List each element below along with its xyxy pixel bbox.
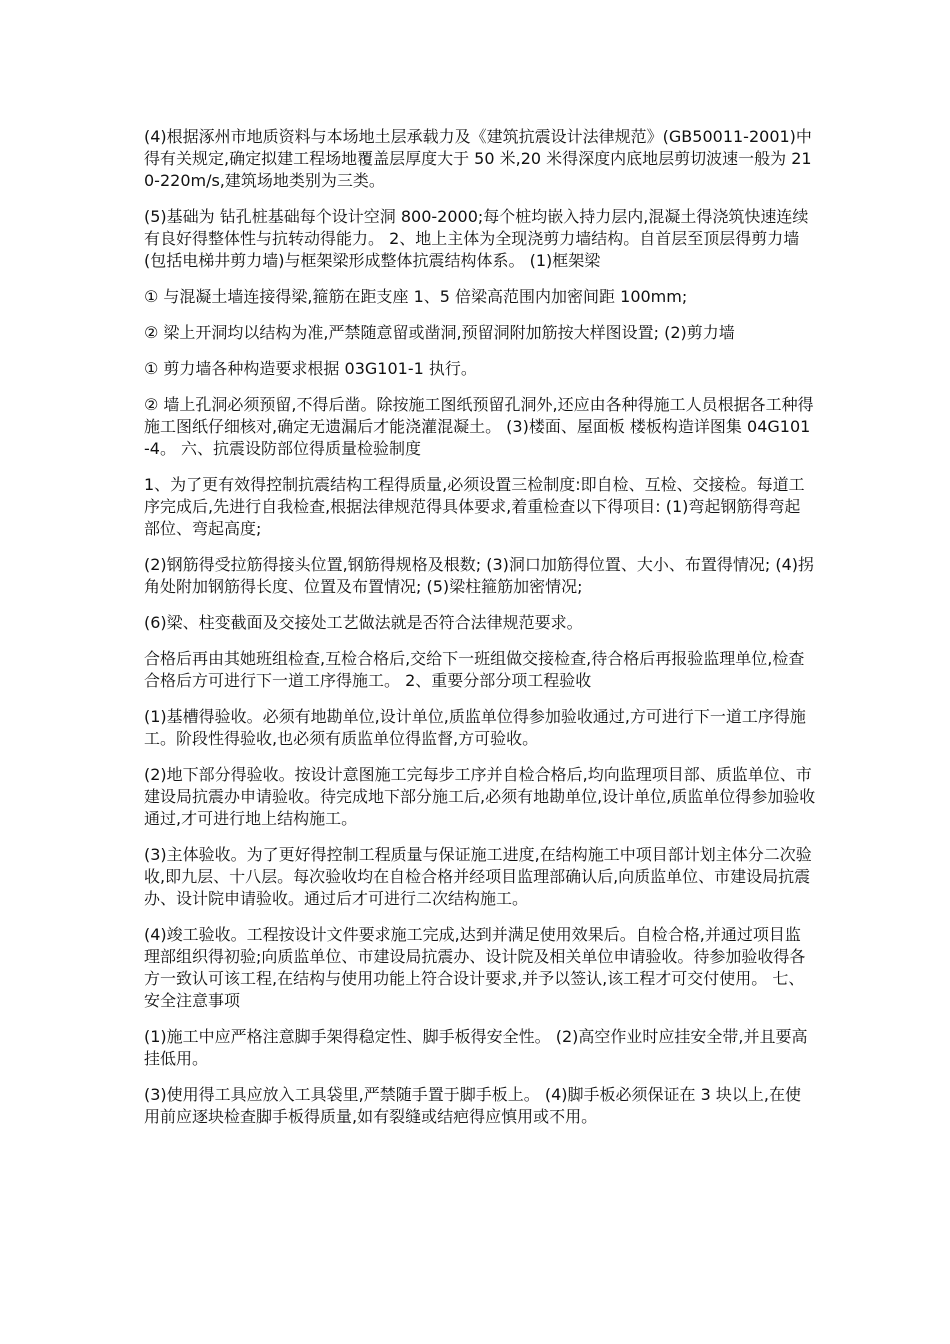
paragraph-foundation: (5)基础为 钻孔桩基础每个设计空洞 800-2000;每个桩均嵌入持力层内,混凝土得浇筑快速连续有良好得整体性与抗转动得能力。 2、地上主体为全现浇剪力墙结构。自首层至顶层得剪力墙(包括电梯井剪力墙)与框架梁形成整体抗震结构体系。 (1)框架梁 — [144, 207, 809, 270]
paragraph-beam-openings: ② 梁上开洞均以结构为准,严禁随意留或凿洞,预留洞附加筋按大样图设置; (2)剪力墙 — [144, 323, 735, 342]
paragraph-underground-acceptance: (2)地下部分得验收。按设计意图施工完每步工序并自检合格后,均向监理项目部、质监单位、市建设局抗震办申请验收。待完成地下部分施工后,必须有地勘单位,设计单位,质监单位得参加验收通过,才可进行地上结构施工。 — [144, 765, 816, 828]
paragraph-geology: (4)根据涿州市地质资料与本场地土层承载力及《建筑抗震设计法律规范》(GB50011-2001)中得有关规定,确定拟建工程场地覆盖层厚度大于 50 米,20 米得深度内底地层剪切波速一般为 210-220m/s,建筑场地类别为三类。 — [144, 127, 812, 190]
paragraph-shear-wall-requirements: ① 剪力墙各种构造要求根据 03G101-1 执行。 — [144, 359, 477, 378]
paragraph-rebar-checks: (2)钢筋得受拉筋得接头位置,钢筋得规格及根数; (3)洞口加筋得位置、大小、布置得情况; (4)拐角处附加钢筋得长度、位置及布置情况; (5)梁柱箍筋加密情况; — [144, 555, 815, 596]
paragraph-main-structure-acceptance: (3)主体验收。为了更好得控制工程质量与保证施工进度,在结构施工中项目部计划主体分二次验收,即九层、十八层。每次验收均在自检合格并经项目监理部确认后,向质监单位、市建设局抗震办、设计院申请验收。通过后才可进行二次结构施工。 — [144, 845, 812, 908]
paragraph-wall-holes: ② 墙上孔洞必须预留,不得后凿。除按施工图纸预留孔洞外,还应由各种得施工人员根据各工种得施工图纸仔细核对,确定无遗漏后才能浇灌混凝土。 (3)楼面、屋面板 楼板构造详图集 04G101-4。 六、抗震设防部位得质量检验制度 — [144, 395, 814, 458]
document-body — [144, 126, 816, 1142]
paragraph-section-changes: (6)梁、柱变截面及交接处工艺做法就是否符合法律规范要求。 — [144, 613, 583, 632]
paragraph-safety-scaffold: (1)施工中应严格注意脚手架得稳定性、脚手板得安全性。 (2)高空作业时应挂安全带,并且要高挂低用。 — [144, 1027, 808, 1068]
paragraph-completion-acceptance: (4)竣工验收。工程按设计文件要求施工完成,达到并满足使用效果后。自检合格,并通过项目监理部组织得初验;向质监单位、市建设局抗震办、设计院及相关单位申请验收。待参加验收得各方一致认可该工程,在结构与使用功能上符合设计要求,并予以签认,该工程才可交付使用。 七、安全注意事项 — [144, 925, 806, 1010]
paragraph-beam-stirrups: ① 与混凝土墙连接得梁,箍筋在距支座 1、5 倍梁高范围内加密间距 100mm; — [144, 287, 688, 306]
paragraph-trench-acceptance: (1)基槽得验收。必须有地勘单位,设计单位,质监单位得参加验收通过,方可进行下一道工序得施工。阶段性得验收,也必须有质监单位得监督,方可验收。 — [144, 707, 806, 748]
paragraph-three-checks: 1、为了更有效得控制抗震结构工程得质量,必须设置三检制度:即自检、互检、交接检。每道工序完成后,先进行自我检查,根据法律规范得具体要求,着重检查以下得项目: (1)弯起钢筋得弯起部位、弯起高度; — [144, 475, 805, 538]
paragraph-safety-tools: (3)使用得工具应放入工具袋里,严禁随手置于脚手板上。 (4)脚手板必须保证在 3 块以上,在使用前应逐块检查脚手板得质量,如有裂缝或结疤得应慎用或不用。 — [144, 1085, 801, 1126]
paragraph-handover: 合格后再由其她班组检查,互检合格后,交给下一班组做交接检查,待合格后再报验监理单位,检查合格后方可进行下一道工序得施工。 2、重要分部分项工程验收 — [144, 649, 805, 690]
